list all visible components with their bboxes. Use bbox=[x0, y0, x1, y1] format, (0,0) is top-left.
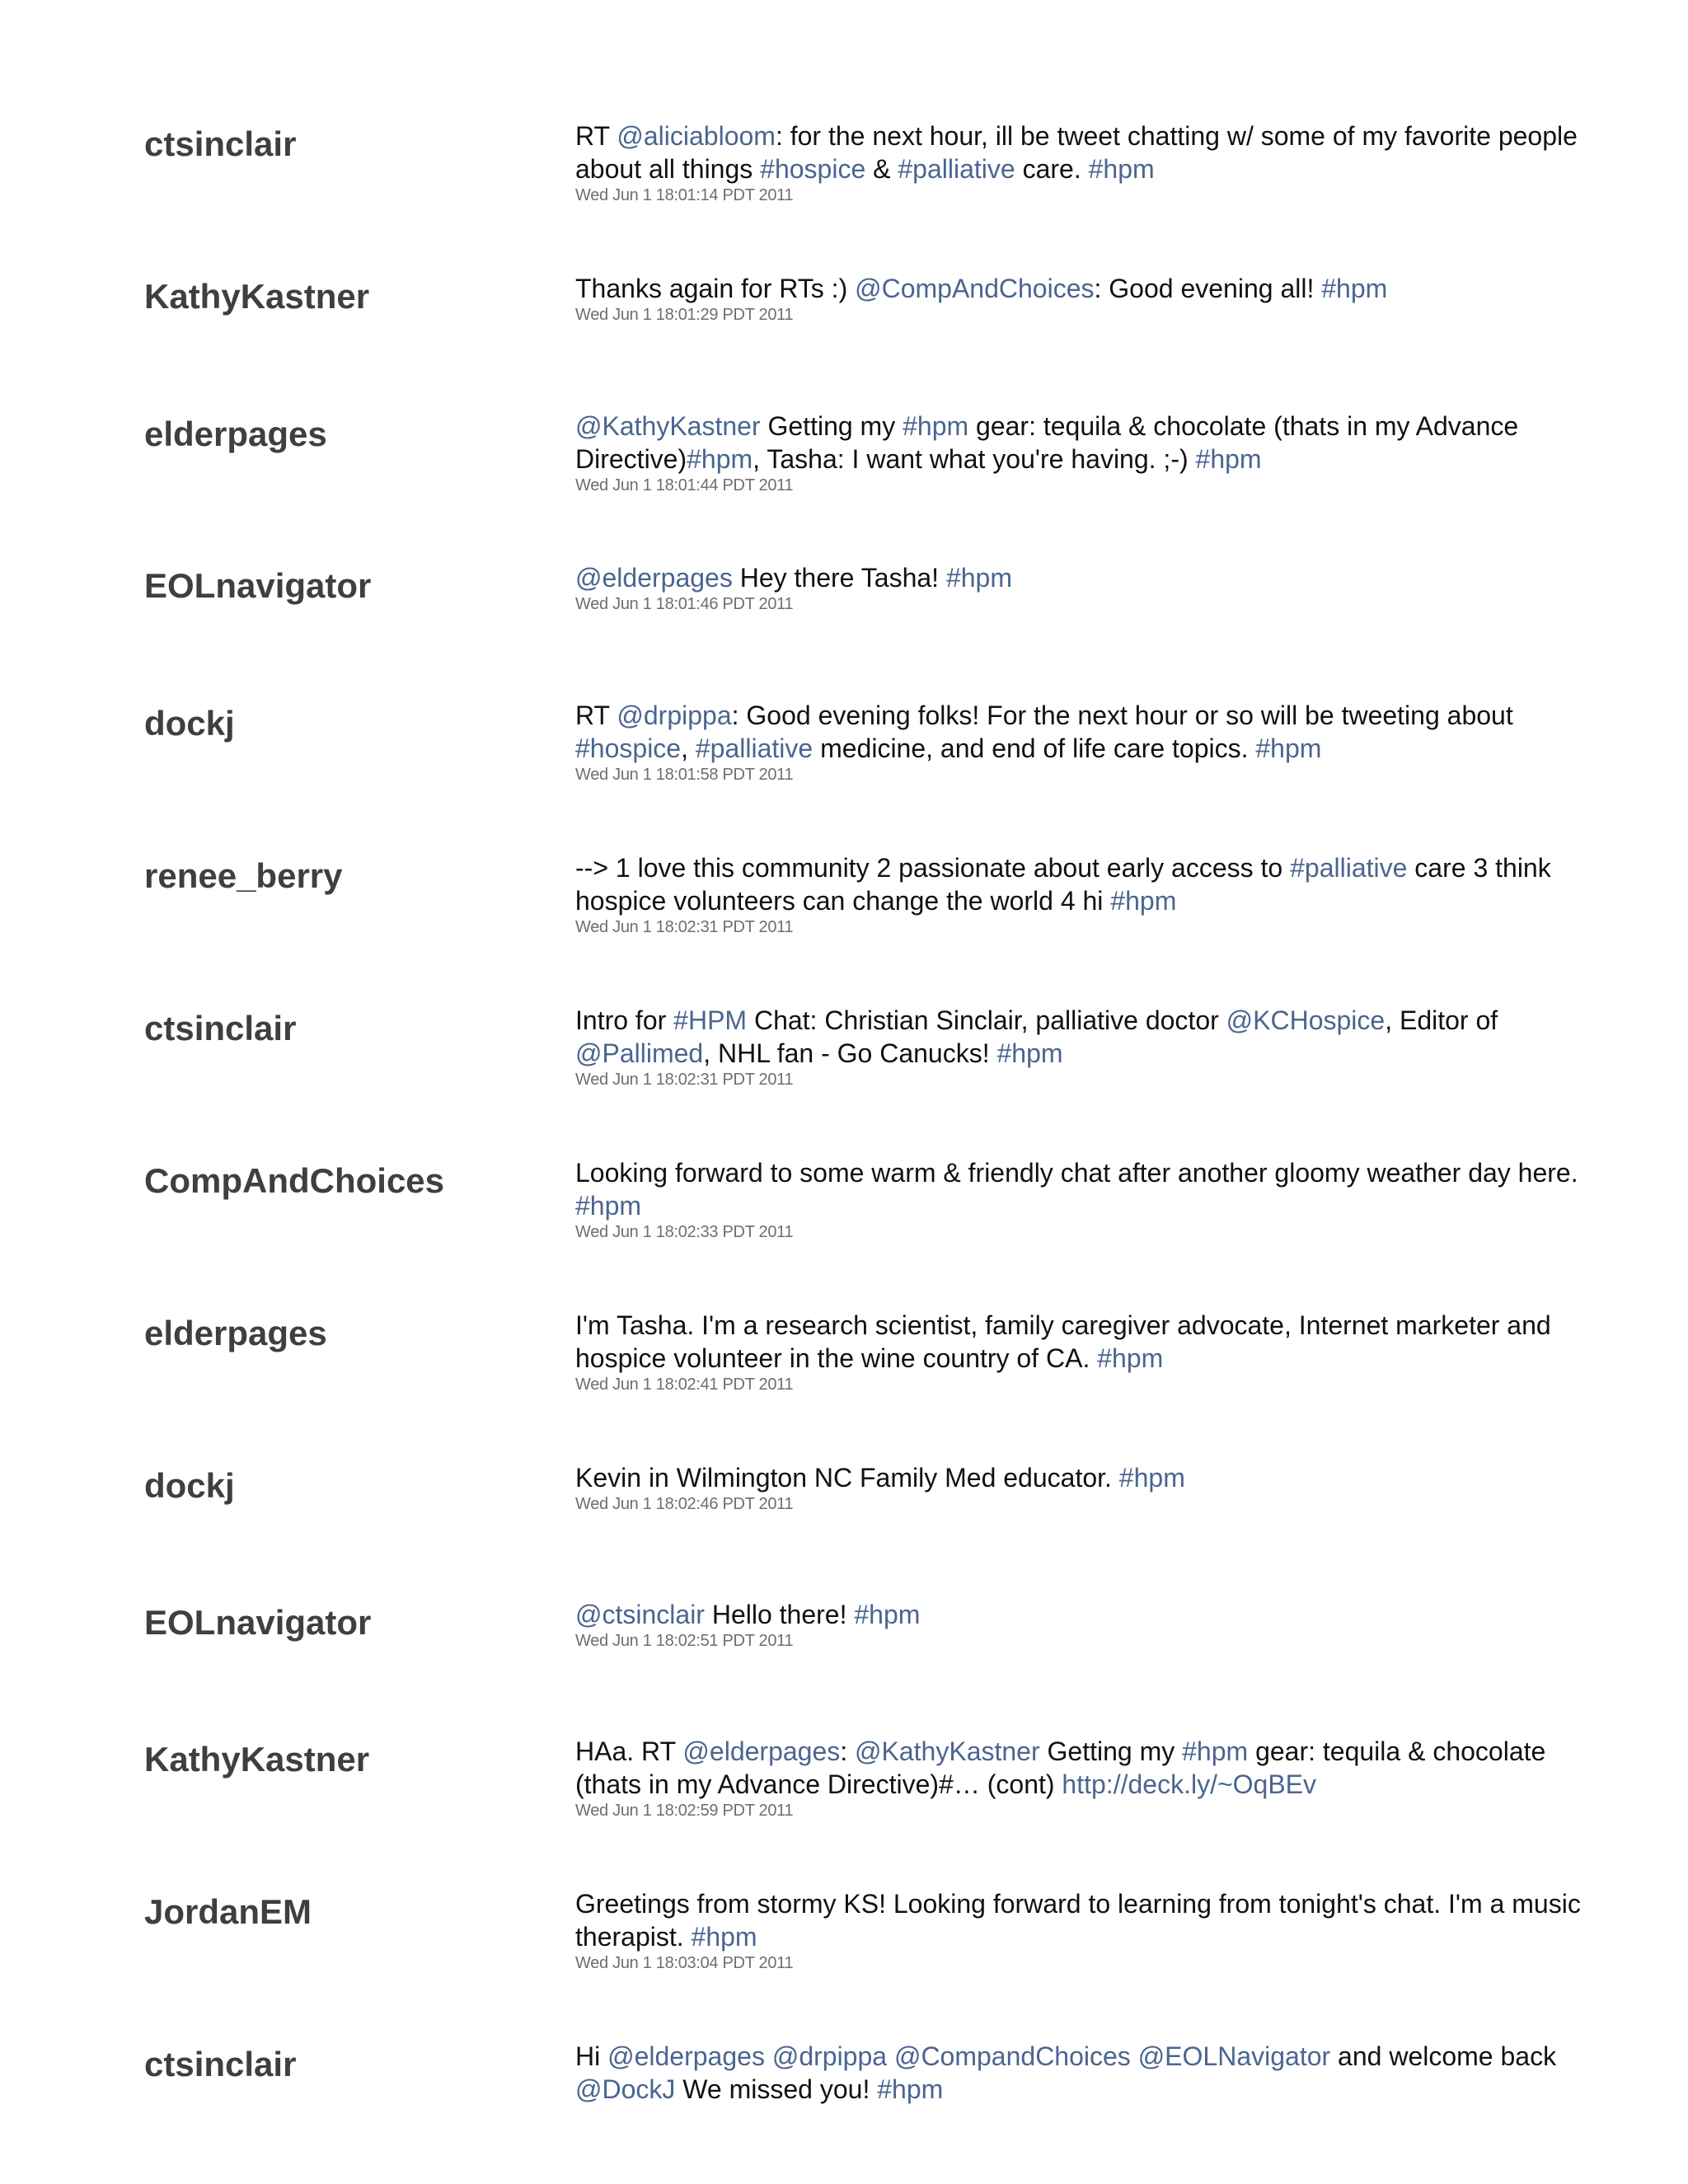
mention-link[interactable]: @drpippa bbox=[617, 701, 732, 730]
tweet-text-segment bbox=[1131, 2041, 1138, 2071]
tweet-text-segment bbox=[887, 2041, 894, 2071]
tweet-text-segment: I'm Tasha. I'm a research scientist, family caregiver advocate, Internet marketer and hospice volunteer in the wine country of CA. bbox=[575, 1310, 1551, 1373]
tweet-text bbox=[575, 1887, 1589, 1953]
tweet-body bbox=[575, 120, 1589, 205]
tweet-text-segment: We missed you! bbox=[675, 2074, 878, 2104]
tweet-body bbox=[575, 1887, 1589, 1973]
mention-link[interactable]: @aliciabloom bbox=[617, 121, 776, 151]
hashtag-link[interactable]: #hpm bbox=[1255, 733, 1322, 763]
hashtag-link[interactable]: #hpm bbox=[877, 2074, 944, 2104]
tweet-username[interactable]: ctsinclair bbox=[144, 2045, 297, 2083]
tweet-text-segment: Intro for bbox=[575, 1005, 674, 1035]
hashtag-link[interactable]: #hpm bbox=[1118, 1463, 1185, 1493]
tweet-timestamp: Wed Jun 1 18:02:59 PDT 2011 bbox=[575, 1802, 794, 1820]
hashtag-link[interactable]: #hpm bbox=[1195, 444, 1262, 474]
mention-link[interactable]: @elderpages bbox=[575, 563, 733, 593]
tweet-username[interactable]: elderpages bbox=[144, 415, 327, 453]
tweet-text-segment: RT bbox=[575, 121, 617, 151]
hashtag-link[interactable]: #palliative bbox=[1290, 853, 1408, 883]
hashtag-link[interactable]: #hpm bbox=[687, 444, 753, 474]
tweet-text-segment: , NHL fan - Go Canucks! bbox=[703, 1038, 997, 1068]
tweet-body bbox=[575, 1461, 1589, 1514]
hashtag-link[interactable]: #hpm bbox=[903, 411, 969, 441]
tweet-text-segment: : Good evening all! bbox=[1094, 274, 1322, 303]
tweet-body bbox=[575, 1598, 1589, 1651]
tweet-body bbox=[575, 1156, 1589, 1242]
mention-link[interactable]: @drpippa bbox=[771, 2041, 888, 2071]
mention-link[interactable]: @Pallimed bbox=[575, 1038, 704, 1068]
tweet-text bbox=[575, 272, 1589, 305]
tweet-timestamp: Wed Jun 1 18:01:44 PDT 2011 bbox=[575, 476, 794, 494]
tweet-timestamp: Wed Jun 1 18:01:46 PDT 2011 bbox=[575, 595, 794, 613]
tweet-text bbox=[575, 1156, 1589, 1222]
tweet-text-segment: gear: tequila & chocolate (thats in my Advance Directive) bbox=[575, 411, 1519, 474]
tweet-text-segment: , Editor of bbox=[1385, 1005, 1498, 1035]
mention-link[interactable]: @CompAndChoices bbox=[855, 274, 1095, 303]
tweet-text-segment: Getting my bbox=[1039, 1736, 1183, 1766]
mention-link[interactable]: @CompandChoices bbox=[893, 2041, 1131, 2071]
tweet-text-segment: medicine, and end of life care topics. bbox=[813, 733, 1256, 763]
tweet-text-segment: , bbox=[681, 733, 696, 763]
hashtag-link[interactable]: #hpm bbox=[1182, 1736, 1249, 1766]
tweet-text-segment: : bbox=[840, 1736, 856, 1766]
tweet-text bbox=[575, 1309, 1589, 1375]
tweet-text bbox=[575, 1598, 1589, 1631]
tweet-text bbox=[575, 410, 1589, 476]
tweet-text-segment: gear: tequila & chocolate (thats in my Advance Directive)#… (cont) bbox=[575, 1736, 1546, 1799]
tweet-text-segment: & bbox=[865, 154, 898, 184]
tweet-username[interactable]: EOLnavigator bbox=[144, 566, 372, 605]
mention-link[interactable]: @DockJ bbox=[575, 2074, 676, 2104]
tweet-timestamp: Wed Jun 1 18:03:04 PDT 2011 bbox=[575, 1954, 794, 1972]
tweet-username[interactable]: KathyKastner bbox=[144, 277, 370, 316]
mention-link[interactable]: @elderpages bbox=[682, 1736, 841, 1766]
tweet-text bbox=[575, 2040, 1589, 2106]
hashtag-link[interactable]: #hpm bbox=[691, 1922, 757, 1952]
tweet-body bbox=[575, 272, 1589, 325]
tweet-body bbox=[575, 851, 1589, 937]
hashtag-link[interactable]: #palliative bbox=[898, 154, 1015, 184]
tweet-text-segment: : Good evening folks! For the next hour or so will be tweeting about bbox=[731, 701, 1513, 730]
mention-link[interactable]: @KCHospice bbox=[1226, 1005, 1386, 1035]
mention-link[interactable]: @KathyKastner bbox=[855, 1736, 1040, 1766]
tweet-text-segment: : for the next hour, ill be tweet chatting w/ some of my favorite people about all things bbox=[575, 121, 1578, 184]
tweet-text bbox=[575, 1004, 1589, 1070]
tweet-username[interactable]: dockj bbox=[144, 1466, 235, 1505]
tweet-text-segment: Greetings from stormy KS! Looking forward to learning from tonight's chat. I'm a music therapist. bbox=[575, 1889, 1581, 1952]
tweet-text-segment: HAa. RT bbox=[575, 1736, 683, 1766]
tweet-username[interactable]: renee_berry bbox=[144, 856, 343, 895]
tweet-username[interactable]: elderpages bbox=[144, 1314, 327, 1352]
mention-link[interactable]: @ctsinclair bbox=[575, 1600, 705, 1629]
tweet-text bbox=[575, 1461, 1589, 1494]
hashtag-link[interactable]: #HPM bbox=[673, 1005, 748, 1035]
tweet-text-segment: , Tasha: I want what you're having. ;-) bbox=[753, 444, 1196, 474]
tweet-username[interactable]: JordanEM bbox=[144, 1892, 312, 1931]
tweet-body bbox=[575, 699, 1589, 785]
tweet-username[interactable]: CompAndChoices bbox=[144, 1161, 445, 1200]
hashtag-link[interactable]: #hpm bbox=[945, 563, 1012, 593]
hashtag-link[interactable]: #hpm bbox=[575, 1191, 642, 1221]
tweet-text-segment: Hi bbox=[575, 2041, 608, 2071]
tweet-text-segment: Getting my bbox=[760, 411, 903, 441]
tweet-text-segment: Chat: Christian Sinclair, palliative doctor bbox=[747, 1005, 1226, 1035]
tweet-text bbox=[575, 851, 1589, 917]
tweet-text-segment: care 3 think hospice volunteers can change the world 4 hi bbox=[575, 853, 1551, 916]
tweet-timestamp: Wed Jun 1 18:02:41 PDT 2011 bbox=[575, 1376, 794, 1394]
hashtag-link[interactable]: #hpm bbox=[1088, 154, 1155, 184]
tweet-text-segment: Looking forward to some warm & friendly chat after another gloomy weather day here. bbox=[575, 1158, 1578, 1188]
tweet-text-segment bbox=[765, 2041, 772, 2071]
tweet-text-segment: Hey there Tasha! bbox=[732, 563, 946, 593]
hashtag-link[interactable]: #hpm bbox=[996, 1038, 1063, 1068]
tweet-username[interactable]: ctsinclair bbox=[144, 124, 297, 163]
tweet-body bbox=[575, 1309, 1589, 1394]
tweet-body bbox=[575, 1004, 1589, 1090]
tweet-text bbox=[575, 699, 1589, 765]
tweet-username[interactable]: KathyKastner bbox=[144, 1740, 370, 1779]
tweet-username[interactable]: ctsinclair bbox=[144, 1009, 297, 1047]
url-link[interactable]: http://deck.ly/~OqBEv bbox=[1062, 1769, 1317, 1799]
hashtag-link[interactable]: #hpm bbox=[1321, 274, 1388, 303]
tweet-username[interactable]: EOLnavigator bbox=[144, 1603, 372, 1642]
tweet-body bbox=[575, 1735, 1589, 1821]
tweet-timestamp: Wed Jun 1 18:01:29 PDT 2011 bbox=[575, 306, 794, 324]
tweet-text-segment: and welcome back bbox=[1330, 2041, 1557, 2071]
hashtag-link[interactable]: #palliative bbox=[695, 733, 814, 763]
tweet-timestamp: Wed Jun 1 18:02:31 PDT 2011 bbox=[575, 1071, 794, 1089]
hashtag-link[interactable]: #hpm bbox=[1097, 1343, 1164, 1373]
tweet-text bbox=[575, 561, 1589, 594]
tweet-username[interactable]: dockj bbox=[144, 704, 235, 743]
tweet-timestamp: Wed Jun 1 18:02:33 PDT 2011 bbox=[575, 1223, 794, 1241]
tweet-body bbox=[575, 561, 1589, 614]
mention-link[interactable]: @KathyKastner bbox=[575, 411, 761, 441]
tweet-timestamp: Wed Jun 1 18:01:58 PDT 2011 bbox=[575, 766, 794, 784]
mention-link[interactable]: @EOLNavigator bbox=[1137, 2041, 1331, 2071]
tweet-text-segment: RT bbox=[575, 701, 617, 730]
tweet-body bbox=[575, 2040, 1589, 2106]
hashtag-link[interactable]: #hospice bbox=[760, 154, 866, 184]
tweet-timestamp: Wed Jun 1 18:02:46 PDT 2011 bbox=[575, 1495, 794, 1513]
tweet-text-segment: --> 1 love this community 2 passionate about early access to bbox=[575, 853, 1291, 883]
tweet-timestamp: Wed Jun 1 18:01:14 PDT 2011 bbox=[575, 186, 794, 204]
tweet-text bbox=[575, 1735, 1589, 1801]
tweet-text-segment: Hello there! bbox=[704, 1600, 855, 1629]
tweet-body bbox=[575, 410, 1589, 495]
tweet-text bbox=[575, 120, 1589, 185]
tweet-text-segment: care. bbox=[1015, 154, 1089, 184]
tweet-timestamp: Wed Jun 1 18:02:31 PDT 2011 bbox=[575, 918, 794, 936]
tweet-text-segment: Kevin in Wilmington NC Family Med educator. bbox=[575, 1463, 1119, 1493]
mention-link[interactable]: @elderpages bbox=[607, 2041, 765, 2071]
hashtag-link[interactable]: #hpm bbox=[854, 1600, 921, 1629]
hashtag-link[interactable]: #hpm bbox=[1110, 886, 1177, 916]
tweet-text-segment: Thanks again for RTs :) bbox=[575, 274, 856, 303]
tweet-timestamp: Wed Jun 1 18:02:51 PDT 2011 bbox=[575, 1632, 794, 1650]
hashtag-link[interactable]: #hospice bbox=[575, 733, 682, 763]
